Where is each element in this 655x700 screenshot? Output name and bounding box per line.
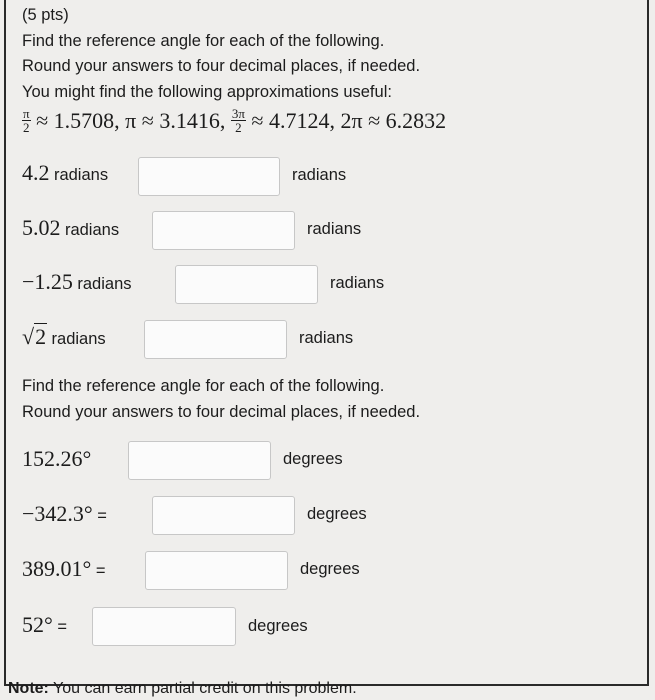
unit-label: radians (330, 274, 385, 292)
instruction-line: Round your answers to four decimal places, if needed. (22, 403, 421, 421)
approx-value: 2π ≈ 6.2832 (340, 107, 447, 133)
instruction-line: You might find the following approximations useful: (22, 83, 392, 101)
instruction-line: Find the reference angle for each of the following. (22, 377, 385, 395)
answer-input[interactable] (128, 441, 271, 480)
radian-prompt: 4.2 radians (22, 160, 109, 185)
degree-prompt: 389.01° = (22, 556, 106, 581)
unit-label: degrees (300, 560, 360, 578)
approximations (22, 106, 446, 134)
instruction-line: Find the reference angle for each of the following. (22, 32, 385, 50)
fraction: $\frac{\pi}{2}$ (23, 106, 30, 136)
answer-input[interactable] (138, 157, 280, 196)
approx-value: ≈ 1.5708, (36, 107, 120, 133)
instruction-line: Round your answers to four decimal places, if needed. (22, 57, 421, 75)
degree-prompt: 152.26° (22, 446, 92, 471)
note-text: You can earn partial credit on this problem. (48, 680, 357, 697)
sqrt-expression: √2 (22, 324, 47, 349)
approx-value: π ≈ 3.1416, (125, 107, 226, 133)
unit-label: degrees (307, 505, 367, 523)
note-label: Note: (8, 680, 49, 697)
points-label: (5 pts) (22, 6, 69, 24)
footer-note (8, 680, 357, 698)
answer-input[interactable] (145, 551, 288, 590)
radian-prompt: 5.02 radians (22, 215, 120, 240)
fraction: $\frac{3\pi}{2}$ (231, 106, 245, 136)
answer-input[interactable] (152, 496, 295, 535)
answer-input[interactable] (144, 320, 287, 359)
radian-prompt: −1.25 radians (22, 269, 132, 294)
degree-prompt: 52° = (22, 612, 68, 637)
approx-value: ≈ 4.7124, (251, 107, 335, 133)
unit-label: degrees (248, 617, 308, 635)
degree-prompt: −342.3° = (22, 501, 107, 526)
answer-input[interactable] (152, 211, 295, 250)
radian-prompt: √2 radians (22, 324, 106, 349)
unit-label: radians (292, 166, 347, 184)
answer-input[interactable] (175, 265, 318, 304)
answer-input[interactable] (92, 607, 236, 646)
unit-label: radians (307, 220, 362, 238)
unit-label: radians (299, 329, 354, 347)
unit-label: degrees (283, 450, 343, 468)
